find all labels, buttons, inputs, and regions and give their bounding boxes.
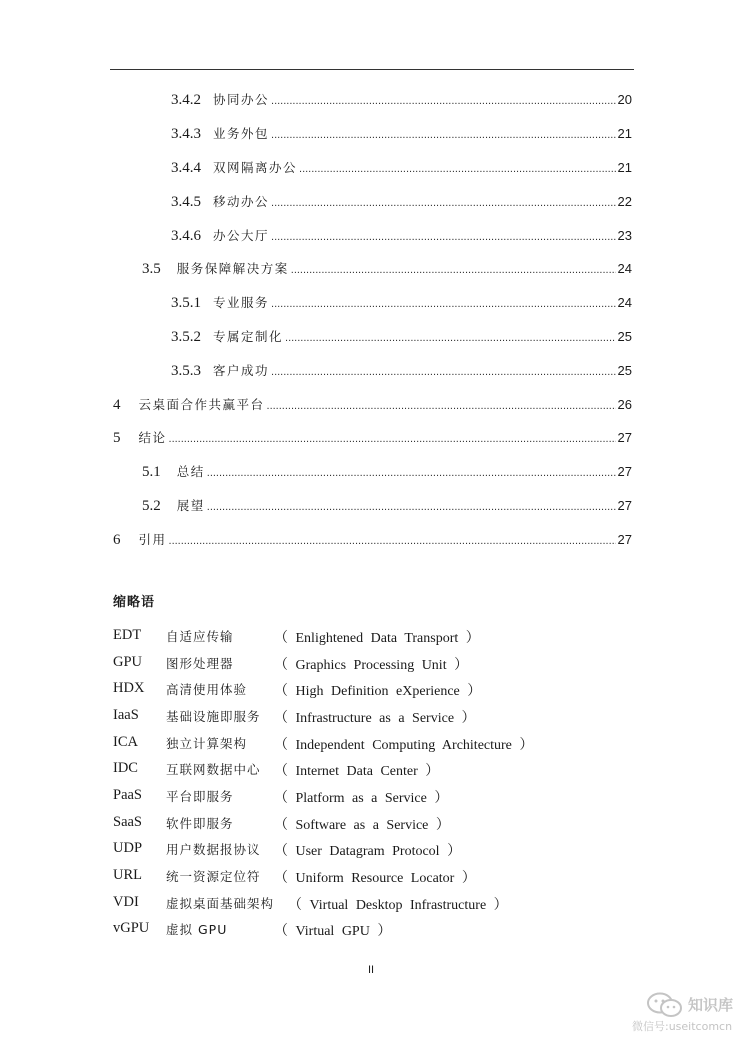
abbreviation-code: HDX: [113, 680, 145, 696]
abbreviation-english: （ Virtual GPU ）: [274, 924, 392, 939]
toc-entry[interactable]: [171, 226, 632, 248]
toc-entry-number: 6: [113, 532, 121, 548]
toc-entry[interactable]: [171, 158, 632, 180]
toc-entry-title: 服务保障解决方案: [176, 261, 289, 276]
abbreviation-chinese: 自适应传输: [166, 629, 234, 644]
toc-entry-title: 移动办公: [213, 194, 270, 209]
abbreviation-code: SaaS: [113, 814, 142, 830]
toc-entry[interactable]: [113, 428, 632, 450]
toc-entry-number: 5.2: [142, 498, 161, 514]
abbreviation-english: （ Virtual Desktop Infrastructure ）: [288, 898, 508, 913]
toc-entry-page: 26: [617, 397, 632, 412]
toc-entry-page: 25: [617, 329, 632, 344]
page-number: II: [368, 964, 375, 976]
toc-entry-page: 21: [617, 160, 632, 175]
abbreviation-row: [0, 707, 744, 729]
abbreviation-english: （ User Datagram Protocol ）: [274, 844, 462, 859]
toc-entry[interactable]: [171, 361, 632, 383]
toc-entry[interactable]: [142, 496, 632, 518]
toc-entry-page: 24: [617, 295, 632, 310]
toc-leader-dots: [207, 501, 616, 513]
toc-leader-dots: [299, 163, 616, 175]
toc-leader-dots: [271, 95, 616, 107]
toc-entry-number: 3.4.2: [171, 92, 201, 108]
abbreviation-code: EDT: [113, 627, 142, 643]
toc-leader-dots: [271, 298, 616, 310]
toc-entry-number: 4: [113, 397, 121, 413]
toc-leader-dots: [207, 467, 616, 479]
toc-entry-number: 3.5.3: [171, 363, 201, 379]
toc-entry-title: 客户成功: [213, 363, 270, 378]
toc-entry-page: 27: [617, 532, 632, 547]
abbreviation-code: URL: [113, 867, 142, 883]
abbreviation-row: [0, 734, 744, 756]
toc-entry-title: 业务外包: [213, 126, 270, 141]
abbreviation-english: （ Graphics Processing Unit ）: [274, 658, 469, 673]
abbreviation-row: [0, 814, 744, 836]
toc-leader-dots: [169, 433, 616, 445]
abbreviation-chinese: 互联网数据中心: [166, 762, 261, 777]
watermark: [632, 990, 740, 1036]
abbreviation-chinese: 独立计算架构: [166, 736, 248, 751]
abbreviation-code: IDC: [113, 760, 138, 776]
watermark-title: 知识库: [688, 996, 734, 1014]
toc-leader-dots: [271, 366, 616, 378]
abbreviation-chinese: 虚拟 GPU: [166, 922, 228, 937]
abbreviation-chinese: 虚拟桌面基础架构: [166, 896, 275, 911]
toc-entry-title: 总结: [176, 464, 205, 479]
toc-entry-number: 3.5.2: [171, 329, 201, 345]
toc-entry-number: 3.5.1: [171, 295, 201, 311]
toc-entry-page: 21: [617, 126, 632, 141]
abbreviation-english: （ Uniform Resource Locator ）: [274, 871, 476, 886]
toc-entry-number: 3.4.5: [171, 194, 201, 210]
toc-entry-title: 专属定制化: [213, 329, 284, 344]
toc-entry-title: 办公大厅: [213, 228, 270, 243]
abbreviation-code: VDI: [113, 894, 139, 910]
toc-entry-page: 22: [617, 194, 632, 209]
toc-entry-page: 27: [617, 498, 632, 513]
toc-leader-dots: [169, 535, 616, 547]
watermark-subtitle: 微信号:useitcomcn: [632, 1020, 733, 1033]
toc-entry-title: 专业服务: [213, 295, 270, 310]
toc-entry-title: 引用: [138, 532, 167, 547]
abbreviation-chinese: 图形处理器: [166, 656, 234, 671]
toc-entry-page: 27: [617, 430, 632, 445]
toc-entry-number: 5.1: [142, 464, 161, 480]
toc-entry-page: 25: [617, 363, 632, 378]
toc-entry-page: 24: [617, 261, 632, 276]
abbreviation-english: （ Enlightened Data Transport ）: [274, 631, 480, 646]
abbreviation-row: [0, 894, 744, 916]
toc-leader-dots: [271, 129, 616, 141]
toc-entry-title: 云桌面合作共赢平台: [138, 397, 265, 412]
toc-entry[interactable]: [142, 259, 632, 281]
toc-entry-page: 20: [617, 92, 632, 107]
toc-entry[interactable]: [171, 293, 632, 315]
abbreviation-english: （ Internet Data Center ）: [274, 764, 440, 779]
toc-entry-page: 23: [617, 228, 632, 243]
toc-leader-dots: [271, 197, 616, 209]
abbreviation-code: vGPU: [113, 920, 150, 936]
abbreviations-heading: 缩略语: [113, 595, 156, 610]
abbreviation-code: UDP: [113, 840, 143, 856]
abbreviation-code: IaaS: [113, 707, 139, 723]
toc-leader-dots: [271, 231, 616, 243]
abbreviation-row: [0, 627, 744, 649]
toc-entry-number: 3.4.6: [171, 228, 201, 244]
toc-entry[interactable]: [113, 530, 632, 552]
toc-entry-title: 协同办公: [213, 92, 270, 107]
abbreviation-english: （ Independent Computing Architecture ）: [274, 738, 534, 753]
toc-entry-number: 3.4.4: [171, 160, 201, 176]
abbreviation-code: PaaS: [113, 787, 142, 803]
abbreviation-english: （ Software as a Service ）: [274, 818, 450, 833]
abbreviation-chinese: 统一资源定位符: [166, 869, 261, 884]
abbreviation-code: GPU: [113, 654, 143, 670]
abbreviation-chinese: 用户数据报协议: [166, 842, 261, 857]
abbreviation-english: （ Infrastructure as a Service ）: [274, 711, 476, 726]
toc-entry[interactable]: [113, 395, 632, 417]
toc-entry-title: 双网隔离办公: [213, 160, 298, 175]
abbreviation-chinese: 基础设施即服务: [166, 709, 261, 724]
abbreviation-row: [0, 867, 744, 889]
toc-entry[interactable]: [142, 462, 632, 484]
toc-entry-title: 展望: [176, 498, 205, 513]
toc-entry-page: 27: [617, 464, 632, 479]
toc-entry[interactable]: [171, 90, 632, 112]
abbreviation-row: [0, 840, 744, 862]
abbreviation-row: [0, 680, 744, 702]
abbreviation-code: ICA: [113, 734, 138, 750]
abbreviation-english: （ High Definition eXperience ）: [274, 684, 482, 699]
toc-entry-title: 结论: [138, 430, 167, 445]
abbreviation-row: [0, 760, 744, 782]
toc-entry[interactable]: [171, 327, 632, 349]
abbreviation-row: [0, 920, 744, 942]
toc-entry-number: 5: [113, 430, 121, 446]
toc-entry[interactable]: [171, 192, 632, 214]
abbreviation-chinese: 高清使用体验: [166, 682, 248, 697]
header-rule: [110, 69, 634, 70]
toc-leader-dots: [267, 400, 616, 412]
toc-leader-dots: [291, 264, 616, 276]
abbreviation-english: （ Platform as a Service ）: [274, 791, 449, 806]
abbreviation-row: [0, 787, 744, 809]
toc-entry-number: 3.4.3: [171, 126, 201, 142]
toc-leader-dots: [285, 332, 616, 344]
abbreviation-row: [0, 654, 744, 676]
toc-entry-number: 3.5: [142, 261, 161, 277]
abbreviation-chinese: 软件即服务: [166, 816, 234, 831]
toc-entry[interactable]: [171, 124, 632, 146]
abbreviation-chinese: 平台即服务: [166, 789, 234, 804]
